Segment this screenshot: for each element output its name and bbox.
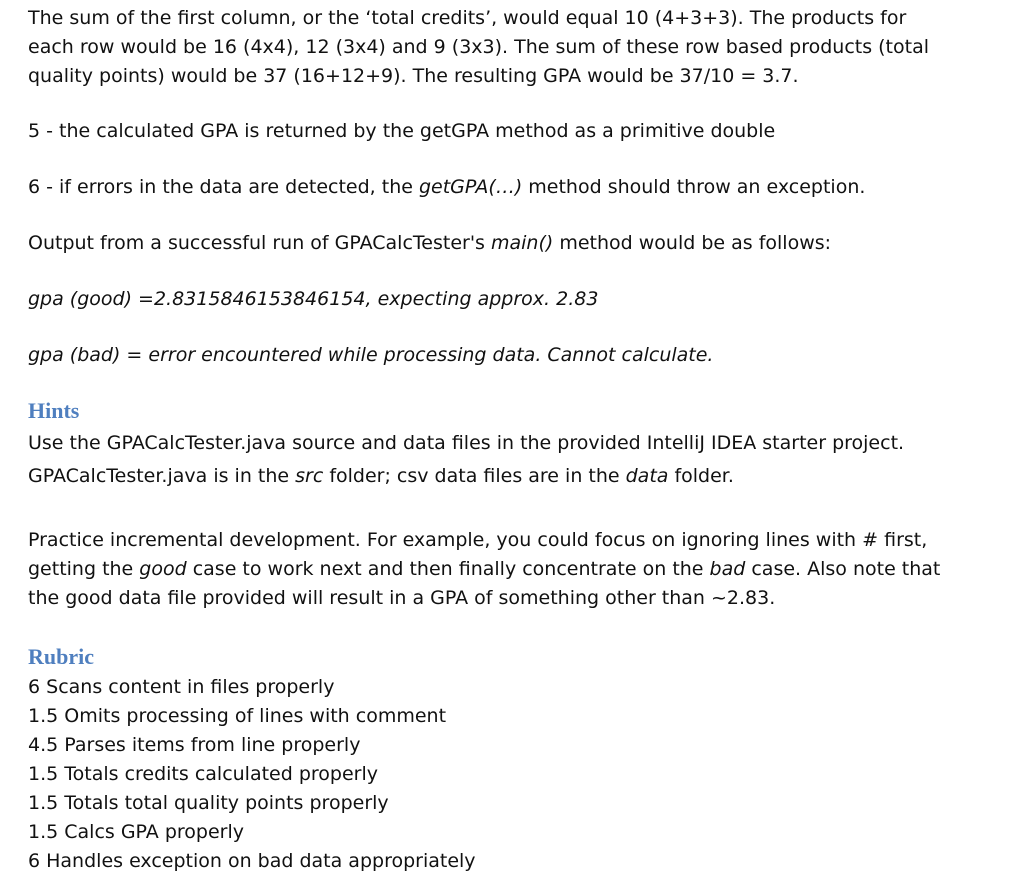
practice-line-2-c: case. Also note that [745,558,941,580]
rubric-heading: Rubric [28,644,94,669]
practice-paragraph [28,526,1008,613]
practice-line-3: the good data file provided will result in a GPA of something other than ~2.83. [28,587,776,609]
practice-line-1: Practice incremental development. For example, you could focus on ignoring lines with # first, [28,529,928,551]
practice-bad-word: bad [709,558,746,580]
rubric-list [28,673,1008,876]
hints-data-folder: data [625,465,669,487]
output-intro-prefix: Output from a successful run of GPACalcTester's [28,232,491,254]
document-body [28,4,1008,876]
hints-line-2-c: folder. [668,465,734,487]
step-5: 5 - the calculated GPA is returned by the getGPA method as a primitive double [28,120,776,142]
rubric-item: 1.5 Totals credits calculated properly [28,763,379,785]
hints-line-1: Use the GPACalcTester.java source and data files in the provided IntelliJ IDEA starter project. [28,432,905,454]
intro-paragraph [28,4,1008,91]
output-intro-suffix: method would be as follows: [553,232,832,254]
output-good-line: gpa (good) =2.8315846153846154, expecting approx. 2.83 [28,288,599,310]
hints-paragraph [28,427,1008,493]
output-bad-line: gpa (bad) = error encountered while processing data. Cannot calculate. [28,344,714,366]
output-intro [28,229,1008,258]
step-6-suffix: method should throw an exception. [522,176,866,198]
step-6-method: getGPA(…) [418,176,523,198]
rubric-item: 1.5 Totals total quality points properly [28,792,389,814]
practice-line-2-a: getting the [28,558,140,580]
intro-line-2: each row would be 16 (4x4), 12 (3x4) and 9 (3x3). The sum of these row based products (total [28,36,930,58]
step-6 [28,173,1008,202]
output-intro-method: main() [490,232,554,254]
intro-line-3: quality points) would be 37 (16+12+9). The resulting GPA would be 37/10 = 3.7. [28,65,799,87]
hints-src-folder: src [295,465,324,487]
rubric-item: 1.5 Omits processing of lines with comment [28,705,447,727]
practice-good-word: good [139,558,187,580]
intro-line-1: The sum of the first column, or the ‘total credits’, would equal 10 (4+3+3). The products for [28,7,907,29]
rubric-item: 1.5 Calcs GPA properly [28,821,244,843]
rubric-item: 6 Handles exception on bad data appropriately [28,850,476,872]
rubric-item: 4.5 Parses items from line properly [28,734,361,756]
rubric-item: 6 Scans content in files properly [28,676,335,698]
hints-heading: Hints [28,398,80,423]
hints-line-2-b: folder; csv data files are in the [323,465,626,487]
step-6-prefix: 6 - if errors in the data are detected, the [28,176,419,198]
practice-line-2-b: case to work next and then finally concentrate on the [186,558,710,580]
hints-line-2-a: GPACalcTester.java is in the [28,465,296,487]
